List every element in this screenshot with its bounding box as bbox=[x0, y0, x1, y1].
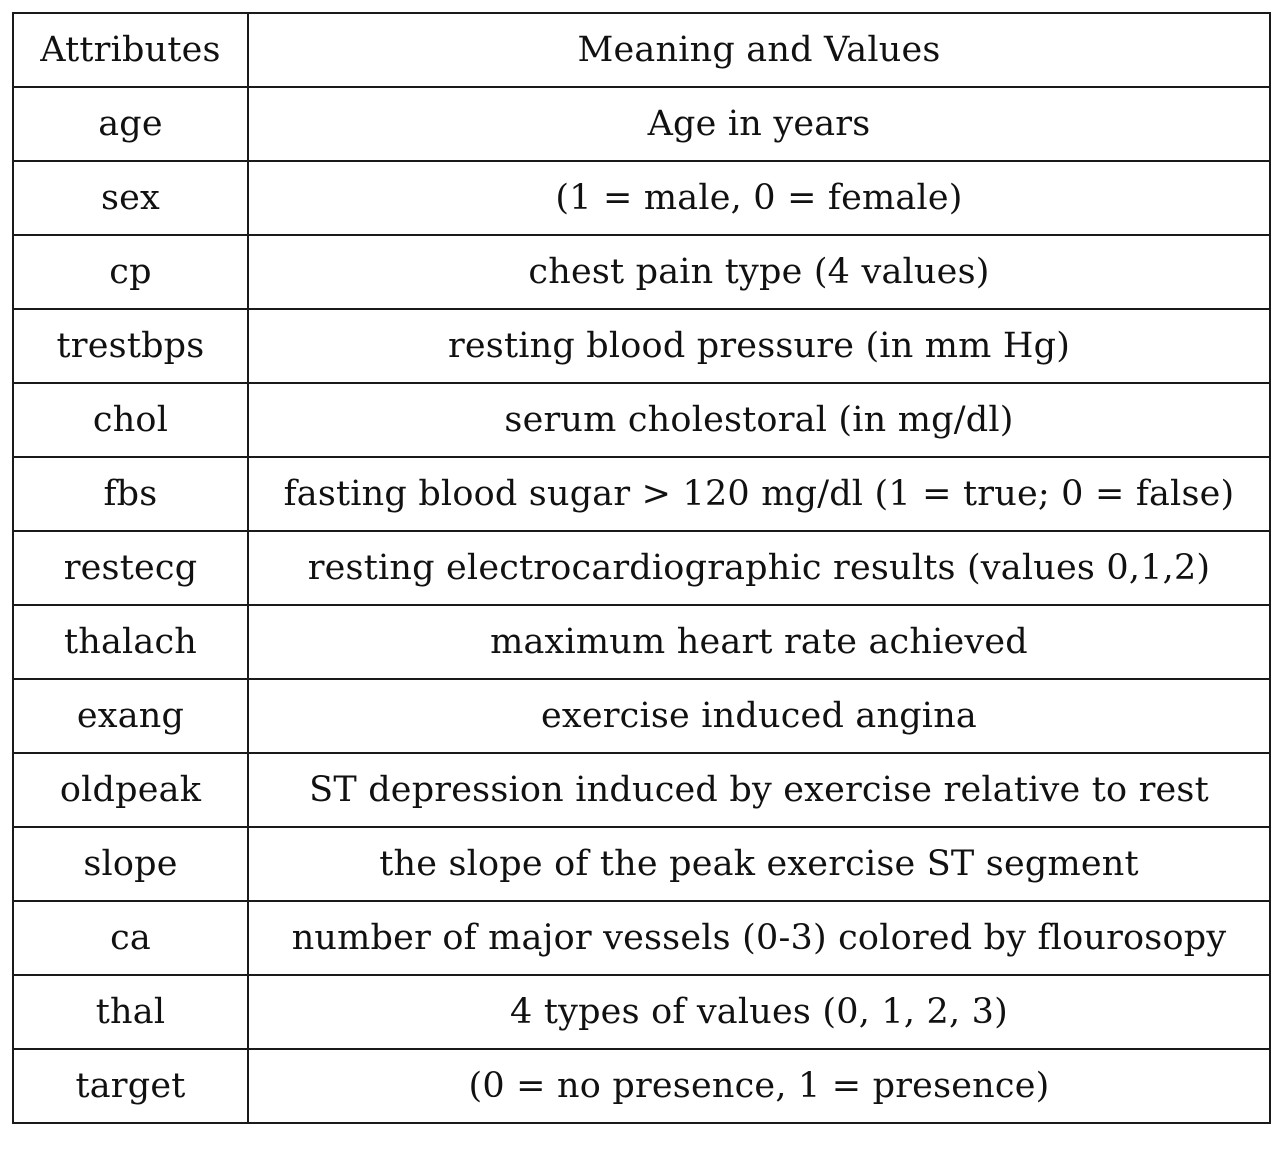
table-row bbox=[13, 679, 1270, 753]
table-row bbox=[13, 457, 1270, 531]
attribute-meaning-cell: serum cholestoral (in mg/dl) bbox=[248, 383, 1270, 457]
table-row bbox=[13, 753, 1270, 827]
table-row bbox=[13, 383, 1270, 457]
attribute-meaning-cell: fasting blood sugar > 120 mg/dl (1 = true; 0 = false) bbox=[248, 457, 1270, 531]
attribute-meaning-cell: maximum heart rate achieved bbox=[248, 605, 1270, 679]
table-row bbox=[13, 901, 1270, 975]
attribute-name-cell: fbs bbox=[13, 457, 248, 531]
attribute-name-cell: slope bbox=[13, 827, 248, 901]
attribute-name-cell: age bbox=[13, 87, 248, 161]
attribute-name-cell: exang bbox=[13, 679, 248, 753]
attribute-meaning-cell: Age in years bbox=[248, 87, 1270, 161]
attribute-meaning-cell: exercise induced angina bbox=[248, 679, 1270, 753]
table-header-row bbox=[13, 13, 1270, 87]
attribute-name-cell: sex bbox=[13, 161, 248, 235]
attribute-meaning-cell: resting electrocardiographic results (values 0,1,2) bbox=[248, 531, 1270, 605]
table-row bbox=[13, 1049, 1270, 1123]
attribute-name-cell: target bbox=[13, 1049, 248, 1123]
table-row bbox=[13, 827, 1270, 901]
attribute-name-cell: ca bbox=[13, 901, 248, 975]
attribute-name-cell: chol bbox=[13, 383, 248, 457]
attribute-name-cell: trestbps bbox=[13, 309, 248, 383]
table-row bbox=[13, 975, 1270, 1049]
attribute-name-cell: thal bbox=[13, 975, 248, 1049]
header-attributes: Attributes bbox=[13, 13, 248, 87]
attribute-name-cell: thalach bbox=[13, 605, 248, 679]
attribute-meaning-cell: 4 types of values (0, 1, 2, 3) bbox=[248, 975, 1270, 1049]
attribute-name-cell: restecg bbox=[13, 531, 248, 605]
table-row bbox=[13, 309, 1270, 383]
attributes-table bbox=[12, 12, 1271, 1124]
attribute-meaning-cell: resting blood pressure (in mm Hg) bbox=[248, 309, 1270, 383]
attribute-meaning-cell: chest pain type (4 values) bbox=[248, 235, 1270, 309]
table-row bbox=[13, 235, 1270, 309]
attribute-meaning-cell: the slope of the peak exercise ST segment bbox=[248, 827, 1270, 901]
header-meaning-and-values: Meaning and Values bbox=[248, 13, 1270, 87]
attribute-name-cell: oldpeak bbox=[13, 753, 248, 827]
table-row bbox=[13, 605, 1270, 679]
attribute-meaning-cell: (0 = no presence, 1 = presence) bbox=[248, 1049, 1270, 1123]
table-row bbox=[13, 161, 1270, 235]
table-body bbox=[13, 87, 1270, 1123]
attribute-meaning-cell: number of major vessels (0-3) colored by flourosopy bbox=[248, 901, 1270, 975]
attribute-meaning-cell: (1 = male, 0 = female) bbox=[248, 161, 1270, 235]
table-row bbox=[13, 87, 1270, 161]
table-row bbox=[13, 531, 1270, 605]
attribute-name-cell: cp bbox=[13, 235, 248, 309]
attribute-meaning-cell: ST depression induced by exercise relative to rest bbox=[248, 753, 1270, 827]
